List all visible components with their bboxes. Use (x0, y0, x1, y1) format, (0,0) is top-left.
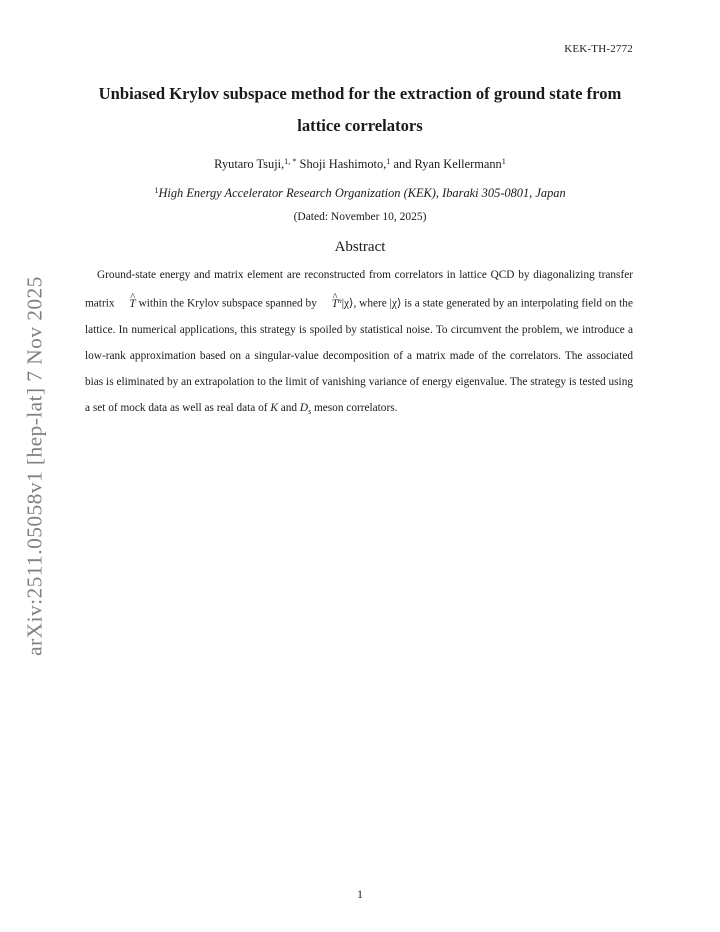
author-affiliation-mark: 1 (386, 157, 391, 166)
ds-meson-symbol: D (299, 401, 309, 414)
transfer-matrix-symbol: ^ T (117, 291, 135, 317)
abstract-text: within the Krylov subspace spanned by (135, 297, 320, 310)
author-name: and Ryan Kellermann (393, 157, 502, 172)
dated-line: (Dated: November 10, 2025) (293, 211, 427, 223)
author-name: Shoji Hashimoto, (299, 157, 387, 172)
abstract-text: Ground-state energy and matrix element are reconstructed from correlators in lattice QCD by diagonalizing transfer matrix (85, 269, 633, 310)
state-ket: |χ⟩ (341, 297, 354, 310)
power-exponent: n (338, 296, 342, 305)
abstract-text: and (277, 401, 300, 414)
author-affiliation-mark: 1 (501, 157, 506, 166)
affiliation-text: High Energy Accelerator Research Organization (KEK), Ibaraki 305-0801, Japan (158, 186, 566, 201)
affiliation-mark: 1 (154, 186, 159, 195)
ds-subscript: s (308, 406, 312, 416)
abstract-text: is a state generated by an interpolating field on the lattice. In numerical applications, this strategy is spoiled by statistical noise. To circumvent the problem, we introduce a low-rank approximation based on a singular-value decomposition of a matrix made of the correlators. The associated bias is eliminated by an extrapolation to the limit of vanishing variance of energy eigenvalue. The strategy is tested using a set of mock data as well as real data of (85, 297, 633, 414)
abstract-heading: Abstract (334, 239, 386, 255)
transfer-matrix-symbol: ^ T (320, 291, 338, 317)
kaon-symbol: K (270, 401, 278, 414)
author-name: Ryutaro Tsuji, (214, 157, 285, 172)
report-number: KEK-TH-2772 (564, 43, 633, 55)
author-affiliation-mark: 1, * (284, 157, 297, 166)
abstract-body (85, 262, 633, 424)
abstract-text: , where (353, 297, 390, 310)
state-ket: |χ⟩ (389, 297, 402, 310)
arxiv-identifier-stamp: arXiv:2511.05058v1 [hep-lat] 7 Nov 2025 (22, 276, 47, 656)
paper-title: Unbiased Krylov subspace method for the extraction of ground state from lattice correlators (98, 84, 622, 135)
page-number: 1 (357, 887, 363, 901)
affiliation (80, 183, 640, 201)
abstract-text: meson correlators. (311, 401, 398, 414)
author-list (80, 154, 640, 172)
